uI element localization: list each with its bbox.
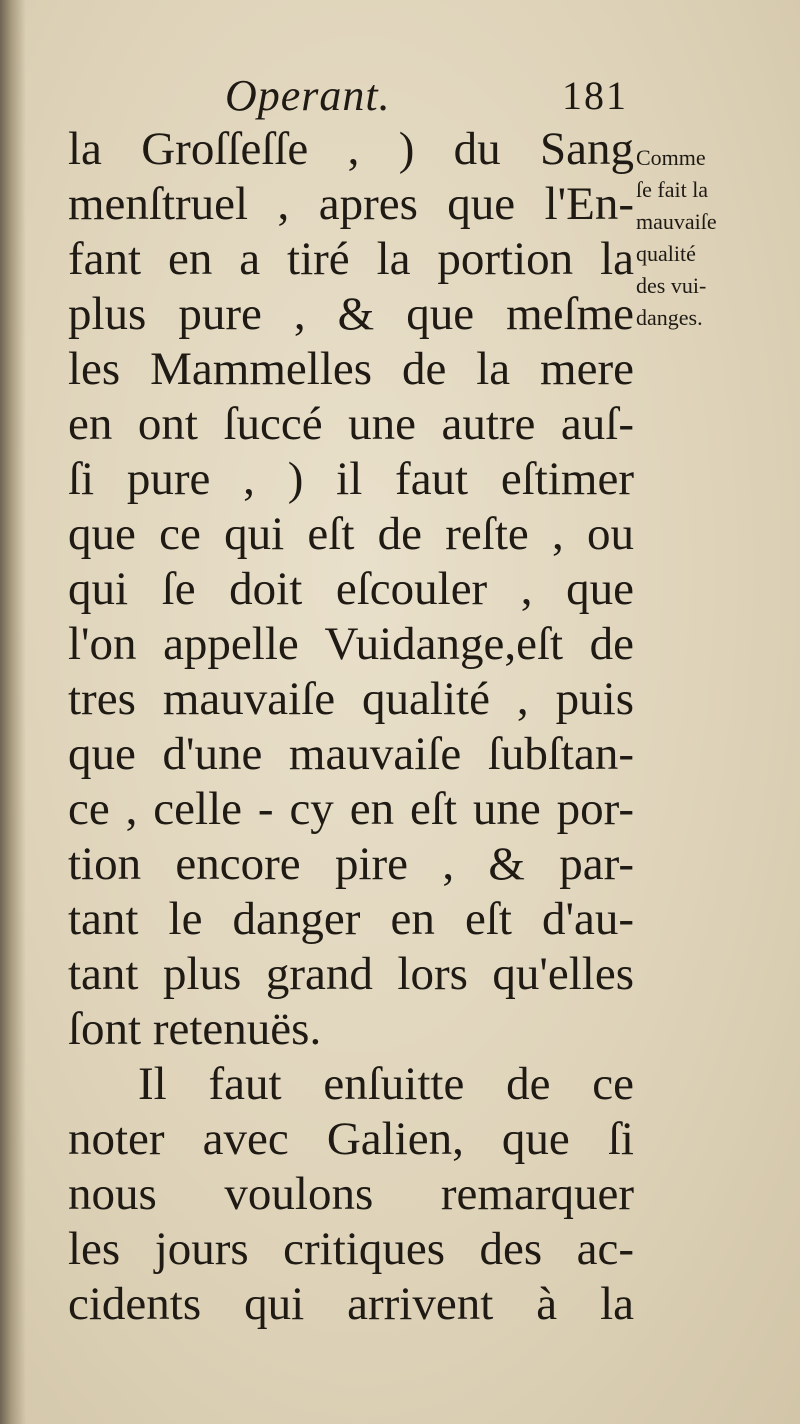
text-line: en ont ſuccé une autre auſ- bbox=[68, 398, 634, 450]
running-head-title: Operant. bbox=[225, 71, 391, 120]
text-line: la Groſſeſſe , ) du Sang bbox=[68, 123, 634, 175]
text-line: ſont retenuës. bbox=[68, 1003, 322, 1055]
body-text bbox=[68, 122, 634, 1332]
text-line: tant le danger en eſt d'au- bbox=[68, 893, 634, 945]
text-line: ce , celle - cy en eſt une por- bbox=[68, 783, 634, 835]
text-line: nous voulons remarquer bbox=[68, 1168, 634, 1220]
text-line: plus pure , & que meſme bbox=[68, 288, 634, 340]
text-line: que ce qui eſt de reſte , ou bbox=[68, 508, 634, 560]
marginal-note bbox=[636, 142, 786, 334]
running-head bbox=[70, 68, 630, 124]
text-line: Il faut enſuitte de ce bbox=[138, 1058, 634, 1110]
text-line: les jours critiques des ac- bbox=[68, 1223, 634, 1275]
text-line: fant en a tiré la portion la bbox=[68, 233, 634, 285]
marginal-note-line: qualité bbox=[636, 241, 696, 266]
text-line: que d'une mauvaiſe ſubſtan- bbox=[68, 728, 634, 780]
text-line: tion encore pire , & par- bbox=[68, 838, 634, 890]
text-line: cidents qui arrivent à la bbox=[68, 1278, 634, 1330]
marginal-note-line: ſe fait la bbox=[636, 177, 709, 202]
text-line: ſi pure , ) il faut eſtimer bbox=[68, 453, 634, 505]
marginal-note-line: mauvaiſe bbox=[636, 209, 717, 234]
marginal-note-line: Comme bbox=[636, 145, 706, 170]
text-line: menſtruel , apres que l'En- bbox=[68, 178, 634, 230]
text-line: tant plus grand lors qu'elles bbox=[68, 948, 634, 1000]
text-line: l'on appelle Vuidange,eſt de bbox=[68, 618, 634, 670]
binding-shadow bbox=[0, 0, 26, 1424]
marginal-note-line: des vui- bbox=[636, 273, 707, 298]
text-line: tres mauvaiſe qualité , puis bbox=[68, 673, 634, 725]
text-line: qui ſe doit eſcouler , que bbox=[68, 563, 634, 615]
page-number: 181 bbox=[562, 73, 628, 118]
marginal-note-line: danges. bbox=[636, 305, 703, 330]
text-line: les Mammelles de la mere bbox=[68, 343, 634, 395]
text-line: noter avec Galien, que ſi bbox=[68, 1113, 634, 1165]
